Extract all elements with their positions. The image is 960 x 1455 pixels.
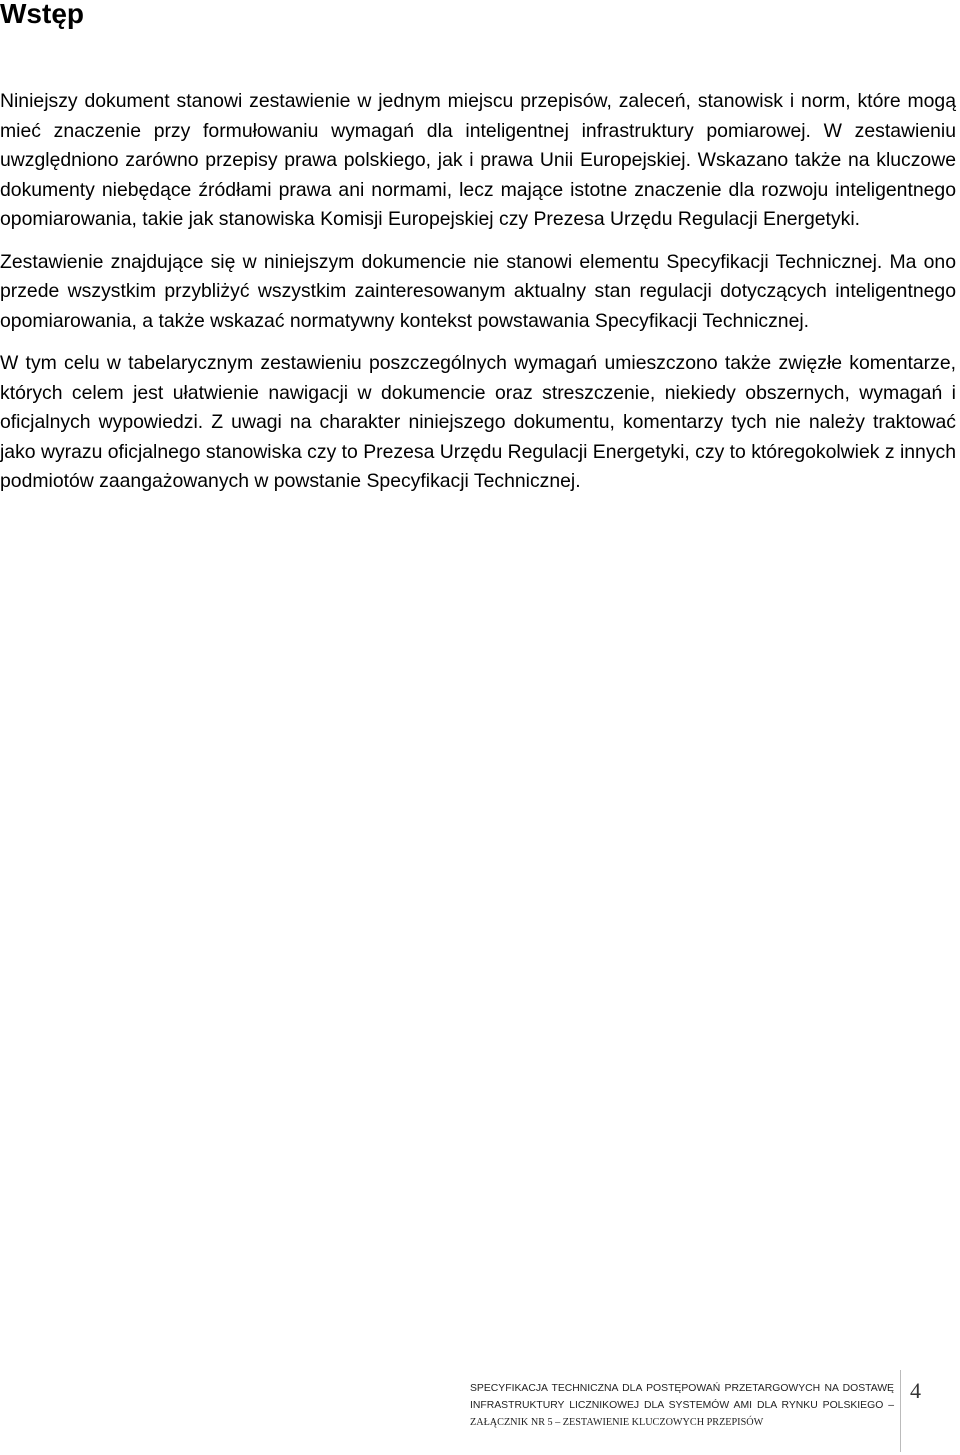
footer-line-3: ZAŁĄCZNIK NR 5 – ZESTAWIENIE KLUCZOWYCH PRZEPISÓW xyxy=(470,1417,764,1428)
paragraph-comments: W tym celu w tabelarycznym zestawieniu poszczególnych wymagań umieszczono także zwięzłe komentarze, których celem jest ułatwienie nawigacji w dokumencie oraz streszczenie, niekiedy obszernych, wymagań i oficjalnych wypowiedzi. Z uwagi na charakter niniejszego dokumentu, komentarzy tych nie należy traktować jako wyrazu oficjalnego stanowiska czy to Prezesa Urzędu Regulacji Energetyki, czy to któregokolwiek z innych podmiotów zaangażowanych w powstanie Specyfikacji Technicznej. xyxy=(0,352,956,492)
footer-title xyxy=(470,1380,894,1431)
paragraph-intro: Niniejszy dokument stanowi zestawienie w jednym miejscu przepisów, zaleceń, stanowisk i norm, które mogą mieć znaczenie przy formułowaniu wymagań dla inteligentnej infrastruktury pomiarowej. W zestawieniu uwzględniono zarówno przepisy prawa polskiego, jak i prawa Unii Europejskiej. Wskazano także na kluczowe dokumenty niebędące źródłami prawa ani normami, lecz mające istotne znaczenie dla rozwoju inteligentnego opomiarowania, takie jak stanowiska Komisji Europejskiej czy Prezesa Urzędu Regulacji Energetyki. xyxy=(0,90,956,230)
page-footer xyxy=(470,1370,956,1452)
footer-divider xyxy=(900,1370,901,1452)
page-title: Wstęp xyxy=(0,0,84,29)
footer-line-1: SPECYFIKACJA TECHNICZNA DLA POSTĘPOWAŃ PRZETARGOWYCH NA DOSTAWĘ xyxy=(470,1383,894,1394)
paragraph-scope: Zestawienie znajdujące się w niniejszym dokumencie nie stanowi elementu Specyfikacji Technicznej. Ma ono przede wszystkim przybliżyć wszystkim zainteresowanym aktualny stan regulacji dotyczących inteligentnego opomiarowania, a także wskazać normatywny kontekst powstawania Specyfikacji Technicznej. xyxy=(0,250,956,332)
document-body xyxy=(0,87,956,510)
footer-line-2: INFRASTRUKTURY LICZNIKOWEJ DLA SYSTEMÓW AMI DLA RYNKU POLSKIEGO – xyxy=(470,1400,894,1411)
page-number: 4 xyxy=(910,1378,921,1403)
